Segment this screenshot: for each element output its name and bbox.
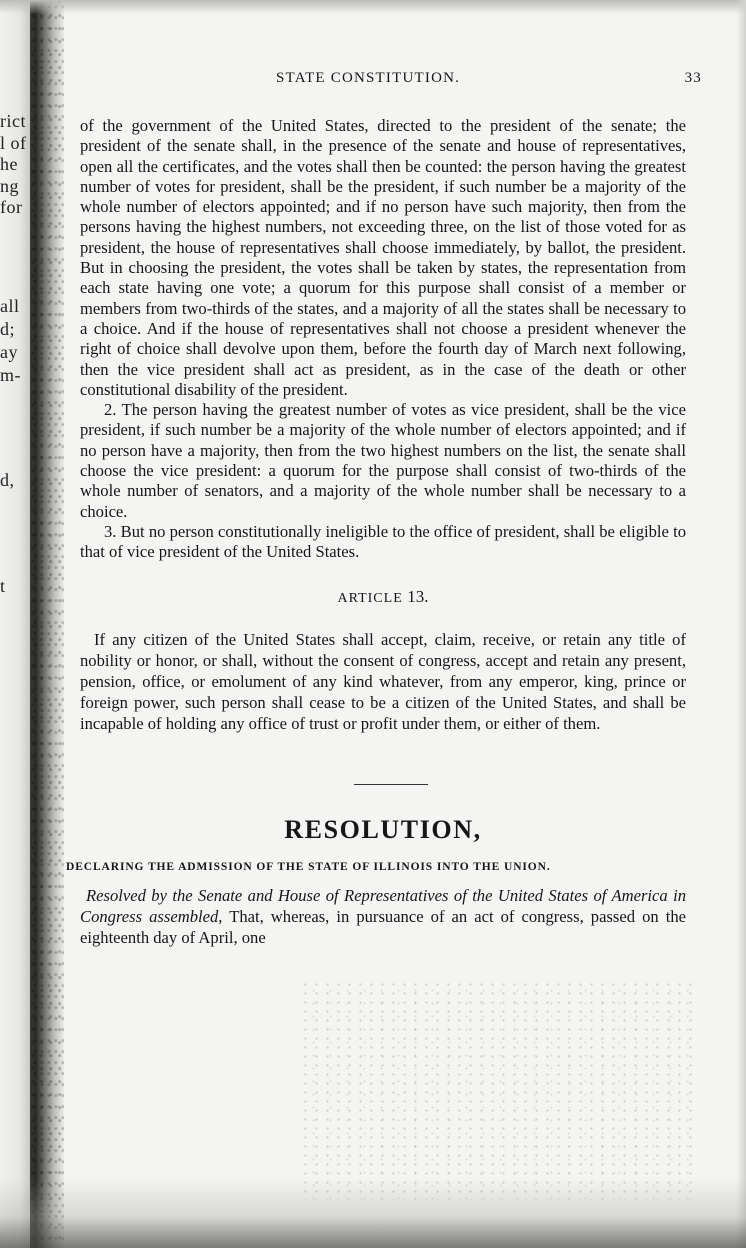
- running-title: STATE CONSTITUTION.: [276, 70, 461, 86]
- facing-page-fragment: d,: [0, 470, 15, 490]
- facing-page-fragment: l of: [0, 133, 27, 153]
- resolution-subtitle: DECLARING THE ADMISSION OF THE STATE OF ILLINOIS INTO THE UNION.: [66, 860, 551, 873]
- facing-page-fragment: he: [0, 154, 18, 174]
- facing-page-fragment: ng: [0, 176, 19, 196]
- page-bottom-shadow: [0, 1178, 746, 1248]
- page-right-edge: [736, 0, 746, 1248]
- facing-page-fragment: t: [0, 576, 6, 596]
- article-number: 13.: [407, 586, 429, 606]
- facing-page-fragment: all: [0, 296, 20, 316]
- article-13-text: If any citizen of the United States shall accept, claim, receive, or retain any title of nobility or honor, or shall, without the consent of congress, accept and retain any present, pension, office, or emolument of any kind whatever, from any emperor, king, prince or foreign power, such person shall cease to be a citizen of the United States, and shall be incapable of holding any office of trust or profit under them, or either of them.: [80, 629, 686, 733]
- section-divider: [354, 784, 428, 785]
- article-label: ARTICLE: [337, 590, 403, 606]
- paragraph-1: of the government of the United States, directed to the president of the senate; the president of the senate shall, in the presence of the senate and house of representatives, open all the certificates, and the votes shall then be counted: the person having the greatest number of votes for president, shall be the president, if such number be a majority of the whole number of electors appointed; and if no person have such majority, then from the persons having the highest numbers, not exceeding three, on the list of those voted for as president, the house of representatives shall choose immediately, by ballot, the president. But in choosing the president, the votes shall be taken by states, the representation from each state having one vote; a quorum for this purpose shall consist of a member or members from two-thirds of the states, and a majority of all the states shall be necessary to a choice. And if the house of representatives shall not choose a president whenever the right of choice shall devolve upon them, before the fourth day of March next following, then the vice president shall act as president, as in the case of the death or other constitutional disability of the president.: [80, 116, 686, 399]
- scan-noise: [300, 980, 700, 1200]
- resolution-text: [80, 885, 686, 948]
- resolution-body: That, whereas, in pursuance of an act of congress, passed on the eighteenth day of April, one: [80, 906, 686, 947]
- article-12-continued: [80, 116, 686, 563]
- facing-page-fragment: ay: [0, 342, 18, 362]
- article-13-heading: [80, 587, 686, 607]
- facing-page-fragment: rict: [0, 111, 26, 131]
- resolution-enacting-clause: Resolved by the Senate and House of Representatives of the United States of America in Congress assembled,: [80, 885, 686, 926]
- facing-page-fragment: for: [0, 197, 23, 217]
- book-gutter: [30, 0, 64, 1248]
- running-head: [80, 64, 702, 90]
- facing-page-fragment: m-: [0, 365, 21, 385]
- paragraph-3: 3. But no person constitutionally ineligible to the office of president, shall be eligible to that of vice president of the United States.: [80, 521, 686, 562]
- resolution-title: RESOLUTION,: [284, 814, 482, 844]
- page-content: [66, 64, 702, 948]
- page-top-edge: [0, 0, 746, 14]
- page-number: 33: [684, 70, 702, 86]
- facing-page-fragment: d;: [0, 319, 16, 339]
- paragraph-2: 2. The person having the greatest number of votes as vice president, shall be the vice president, if such number be a majority of the whole number of electors appointed; and if no person have a majority, then from the two highest numbers on the list, the senate shall choose the vice president: a quorum for the purpose shall consist of two-thirds of the whole number of senators, and a majority of the whole number shall be necessary to a choice.: [80, 400, 686, 521]
